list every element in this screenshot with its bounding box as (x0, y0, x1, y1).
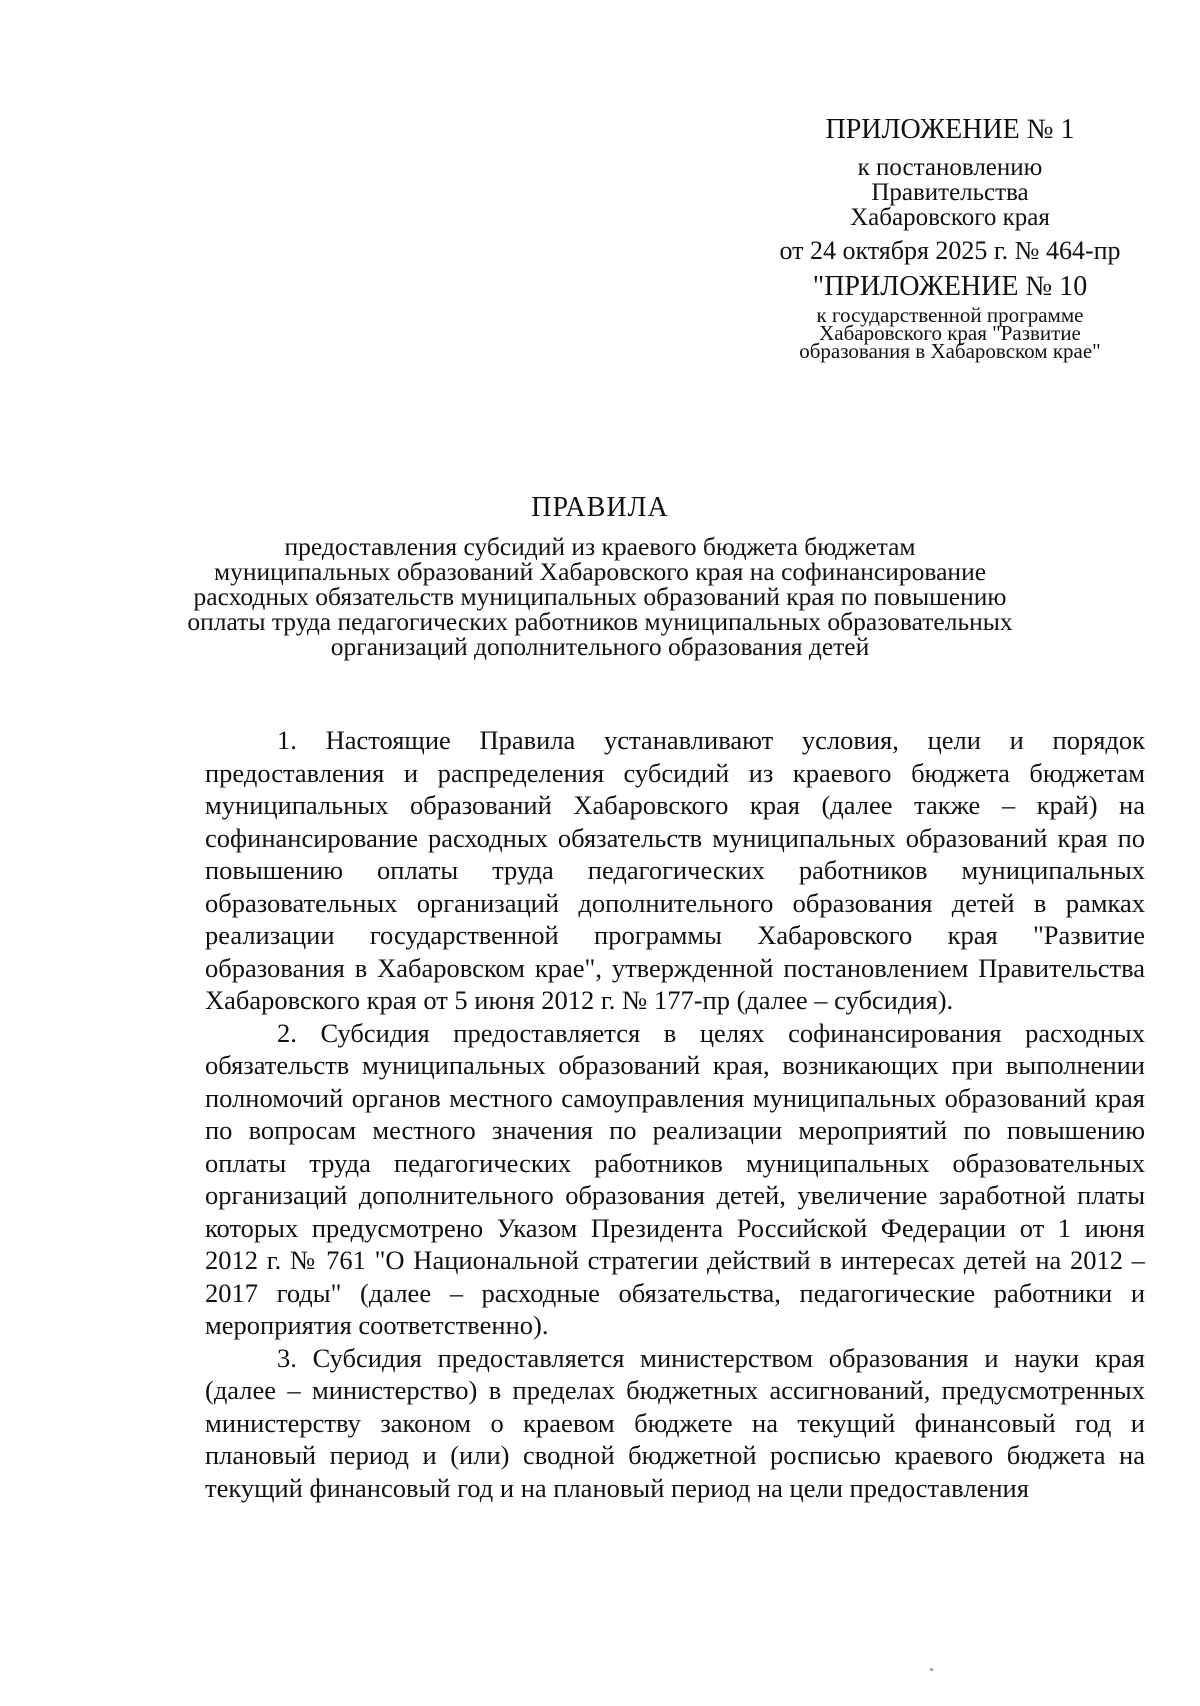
appendix-1-line: к постановлению (857, 154, 1043, 181)
appendix-1-title: ПРИЛОЖЕНИЕ № 1 (825, 114, 1075, 145)
paragraph-1: 1. Настоящие Правила устанавливают условия, цели и порядок предоставления и распределения субсидий из краевого бюджета бюджетам муниципальных образований Хабаровского края (далее также – край) на софинансирование расходных обязательств муниципальных образований края по повышению оплаты труда педагогических работников муниципальных образовательных организаций дополнительного образования детей в рамках реализации государственной программы Хабаровского края "Развитие образования в Хабаровском крае", утвержденной постановлением Правительства Хабаровского края от 5 июня 2012 г. № 177-пр (далее – субсидия). (205, 725, 1145, 1015)
appendix-1-reference (740, 155, 1160, 230)
appendix-1-date: от 24 октября 2025 г. № 464-пр (779, 236, 1121, 265)
rules-subtitle-line: предоставления субсидий из краевого бюджета бюджетам (284, 532, 916, 561)
rules-heading: ПРАВИЛА (531, 492, 669, 523)
document-body (205, 724, 1145, 1504)
appendix-10-title: "ПРИЛОЖЕНИЕ № 10 (812, 271, 1088, 302)
appendix-10-line: образования в Хабаровском крае" (799, 339, 1101, 363)
appendix-10-reference (740, 303, 1160, 363)
rules-subtitle-line: оплаты труда педагогических работников муниципальных образовательных (187, 607, 1013, 636)
appendix-10-line: к государственной программе (816, 303, 1084, 327)
paragraph-2: 2. Субсидия предоставляется в целях софинансирования расходных обязательств муниципальных образований края, возникающих при выполнении полномочий органов местного самоуправления муниципальных образований края по вопросам местного значения по реализации мероприятий по повышению оплаты труда педагогических работников муниципальных образовательных организаций дополнительного образования детей, увеличение заработной платы которых предусмотрено Указом Президента Российской Федерации от 1 июня 2012 г. № 761 "О Национальной стратегии действий в интересах детей на 2012 – 2017 годы" (далее – расходные обязательства, педагогические работники и мероприятия соответственно). (205, 1017, 1145, 1340)
appendix-1-line: Правительства (871, 179, 1029, 206)
appendix-10-line: Хабаровского края "Развитие (819, 321, 1081, 345)
paragraph-3: 3. Субсидия предоставляется министерством образования и науки края (далее – министерство) в пределах бюджетных ассигнований, предусмотренных министерству законом о краевом бюджете на текущий финансовый год и плановый период и (или) сводной бюджетной росписью краевого бюджета на текущий финансовый год и на плановый период на цели предоставления (205, 1342, 1145, 1503)
rules-subtitle-line: расходных обязательств муниципальных образований края по повышению (193, 582, 1007, 611)
appendix-1-line: Хабаровского края (850, 204, 1050, 231)
scan-speck (930, 1668, 933, 1671)
rules-subtitle-line: муниципальных образований Хабаровского края на софинансирование (213, 557, 987, 586)
rules-subtitle-line: организаций дополнительного образования детей (330, 632, 870, 661)
rules-subtitle (150, 534, 1050, 659)
